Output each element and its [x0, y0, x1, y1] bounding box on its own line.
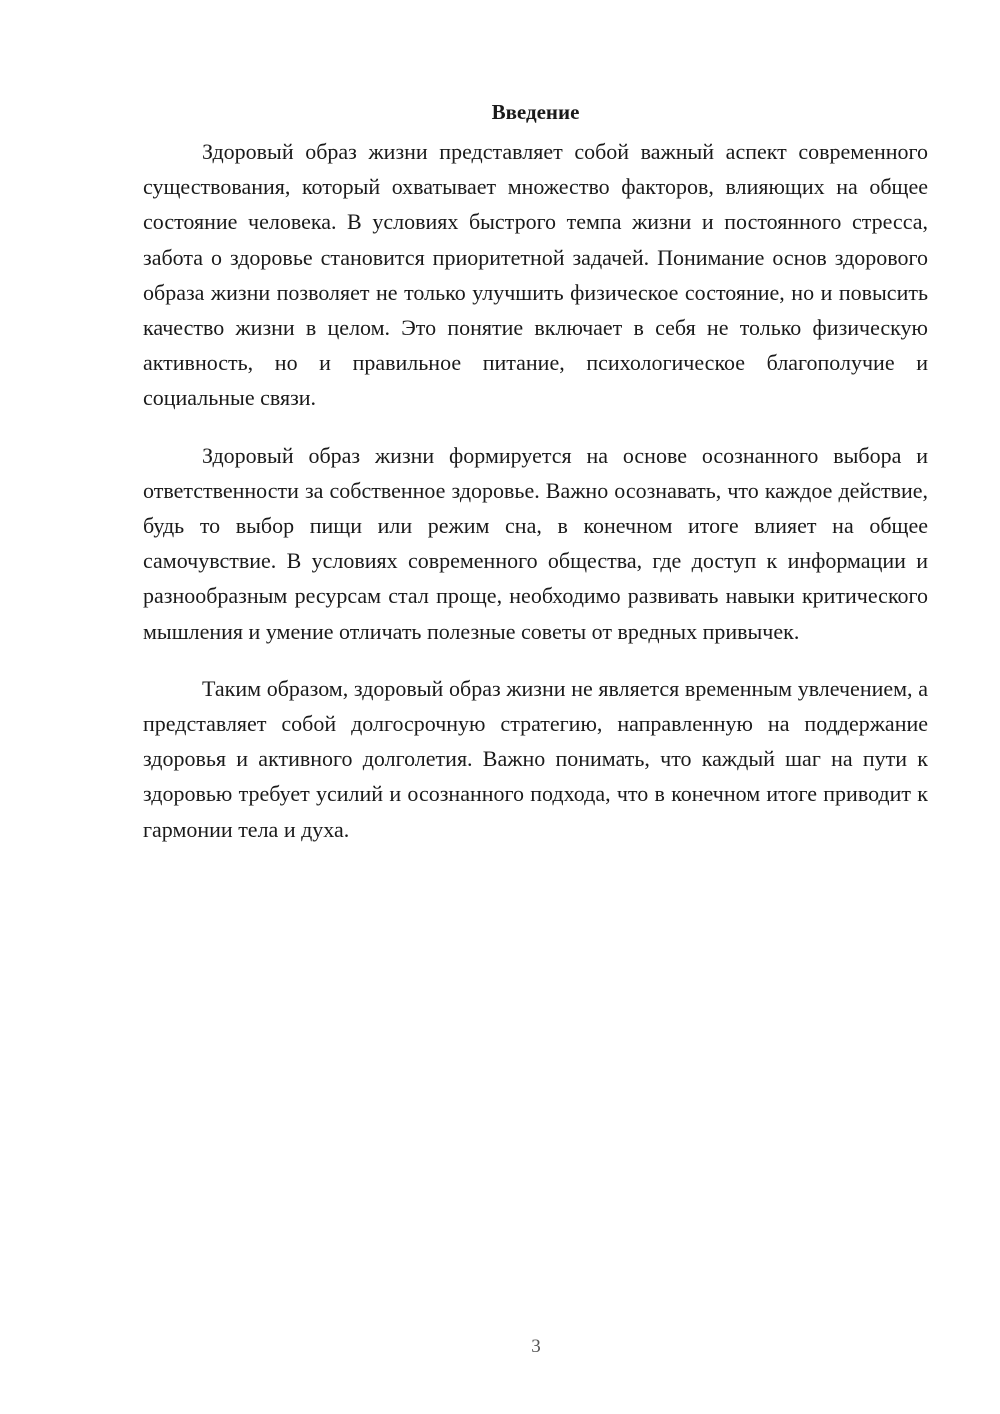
- paragraph-2: Здоровый образ жизни формируется на основе осознанного выбора и ответственности за собственное здоровье. Важно осознавать, что каждое действие, будь то выбор пищи или режим сна, в конечном итоге влияет на общее самочувствие. В условиях современного общества, где доступ к информации и разнообразным ресурсам стал проще, необходимо развивать навыки критического мышления и умение отличать полезные советы от вредных привычек.: [143, 442, 928, 644]
- paragraph-3: Таким образом, здоровый образ жизни не является временным увлечением, а представляет собой долгосрочную стратегию, направленную на поддержание здоровья и активного долголетия. Важно понимать, что каждый шаг на пути к здоровью требует усилий и осознанного подхода, что в конечном итоге приводит к гармонии тела и духа.: [143, 675, 928, 842]
- page-content: [143, 98, 928, 869]
- section-title: Введение: [491, 100, 580, 124]
- page-number: 3: [531, 1336, 541, 1357]
- paragraph-1: Здоровый образ жизни представляет собой важный аспект современного существования, который охватывает множество факторов, влияющих на общее состояние человека. В условиях быстрого темпа жизни и постоянного стресса, забота о здоровье становится приоритетной задачей. Понимание основ здорового образа жизни позволяет не только улучшить физическое состояние, но и повысить качество жизни в целом. Это понятие включает в себя не только физическую активность, но и правильное питание, психологическое благополучие и социальные связи.: [143, 139, 928, 411]
